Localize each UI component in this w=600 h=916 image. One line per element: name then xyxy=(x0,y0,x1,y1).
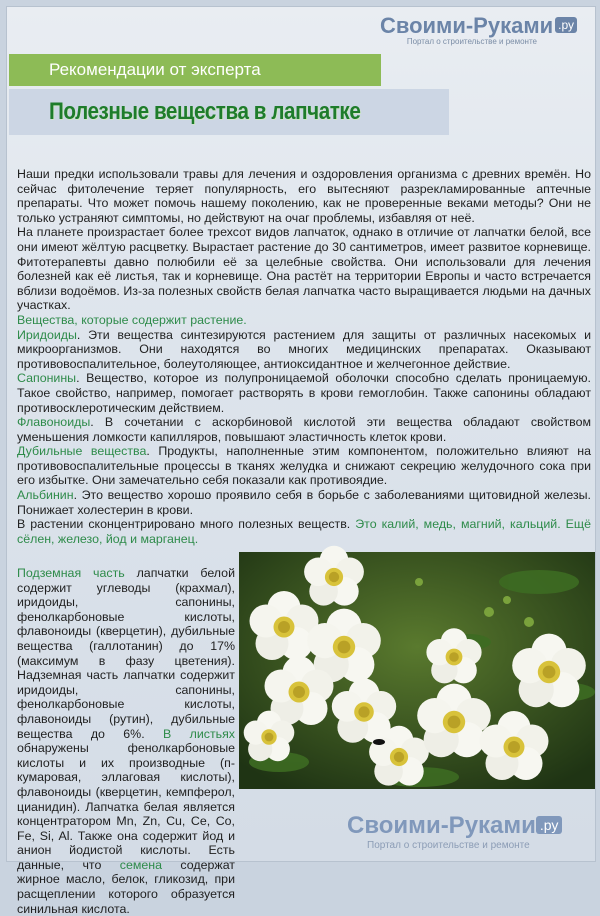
section-subheading: Вещества, которые содержит растение. xyxy=(17,312,247,327)
substance-desc: . Продукты, наполненные этим компонентом, положительно влияют на противовоспалительные процессы в тканях желудка и снижают секрецию желудочного сока при его избытке. Они замечательно себя показали как противоядие. xyxy=(17,444,591,488)
substance-term: Альбинин xyxy=(17,488,74,503)
minerals-list: Это калий, медь, магний, кальций. Ещё сёлен, железо, йод и марганец. xyxy=(17,517,592,546)
seeds-term: семена xyxy=(119,857,163,872)
substance-item xyxy=(17,371,591,415)
substance-term: Сапонины xyxy=(17,371,77,386)
substance-term: Иридоиды xyxy=(17,327,77,342)
watermark-tagline: Портал о строительстве и ремонте xyxy=(367,840,530,851)
substance-desc: . Эти вещества синтезируются растением для защиты от различных насекомых и микроорганизмов. Они находятся во многих медицинских препаратах. Оказывают противовоспалительное, болеутоляющее, антиоксидантное и желчегонное действие. xyxy=(17,327,591,371)
brand-tld: .ру xyxy=(555,17,577,33)
title-box xyxy=(9,89,449,135)
substance-item xyxy=(17,415,591,444)
underground-part-term: Подземная часть xyxy=(17,566,125,580)
cinquefoil-photo xyxy=(239,552,595,789)
substance-desc: . В сочетании с аскорбиновой кислотой эти вещества обладают свойством уменьшения ломкости капилляров, повышают эластичность клеток крови. xyxy=(17,415,591,444)
substance-desc: . Это вещество хорошо проявило себя в борьбе с заболеваниями щитовидной железы. Понижает холестерин в крови. xyxy=(17,488,591,517)
column-text: содержат жирное масло, белок, гликозид, при расщеплении которого образуется синильная кислота. xyxy=(17,857,235,916)
substance-item xyxy=(17,328,591,372)
brand-tagline: Портал о строительстве и ремонте xyxy=(406,37,537,46)
article-body xyxy=(17,167,591,546)
page-title: Полезные вещества в лапчатке xyxy=(49,98,361,125)
watermark-logo xyxy=(347,812,562,851)
site-logo[interactable] xyxy=(380,13,577,46)
brand-name: Своими-Руками xyxy=(379,13,554,38)
flowers-illustration xyxy=(239,552,595,789)
watermark-tld: .ру xyxy=(536,816,563,834)
substance-item xyxy=(17,444,591,488)
substance-term: Дубильные вещества xyxy=(17,444,147,459)
column-text: лапчатки белой содержит углеводы (крахмал), иридоиды, сапонины, фенолкарбоновые кислоты, флавоноиды (кверцетин), дубильные вещества (галлотанин) до 17% (максимум в фазу цветения). Надземная часть лапчатки содержит иридоиды, сапонины, фенолкарбоновые кислоты, флавоноиды (рутин), дубильные вещества до 6%. xyxy=(17,566,235,741)
expert-banner: Рекомендации от эксперта xyxy=(9,54,381,86)
substance-item xyxy=(17,488,591,517)
substance-term: Флавоноиды xyxy=(17,415,91,430)
substance-desc: . Вещество, которое из полупроницаемой оболочки способно сделать проницаемую. Такое свойство, например, помогает растворять в крови гемоглобин. Также сапонины обладают противосклеротическим действием. xyxy=(17,371,591,415)
side-column-text xyxy=(17,566,235,916)
paragraph xyxy=(17,517,591,546)
leaves-term: В листьях xyxy=(163,726,235,741)
minerals-intro: В растении сконцентрировано много полезных веществ. xyxy=(17,517,356,532)
paragraph: На планете произрастает более трехсот видов лапчаток, однако в отличие от лапчатки белой, все они имеют жёлтую расцветку. Вырастает растение до 30 сантиметров, имеет развитое корневище. Фитотерапевты давно полюбили её за целебные свойства. Они использовали для лечения болезней как её листья, так и корневище. Она растёт на территории Европы и часто встречается вблизи водоёмов. Из-за полезных свойств белая лапчатка часто выращивается людьми на дачных участках. xyxy=(17,225,591,313)
column-text: обнаружены фенолкарбоновые кислоты и их производные (п-кумаровая, эллаговая кислоты), флавоноиды (кверцетин, кемпферол, цианидин). Лапчатка белая является концентратором Mn, Zn, Cu, Ce, Co, Fe, Si, Al. Также она содержит йод и анион йодистой кислоты. Есть данные, что xyxy=(17,741,235,872)
article-page xyxy=(6,6,596,916)
watermark-name: Своими-Руками xyxy=(347,812,536,839)
paragraph: Наши предки использовали травы для лечения и оздоровления организма с древних времён. Но сейчас фитолечение теряет популярность, его вытесняют разрекламированные аптечные препараты. Что может помочь нашему поколению, как не проверенные веками методы? Они не только устраняют симптомы, но действуют на очаг проблемы, избавляя от неё. xyxy=(17,167,591,225)
